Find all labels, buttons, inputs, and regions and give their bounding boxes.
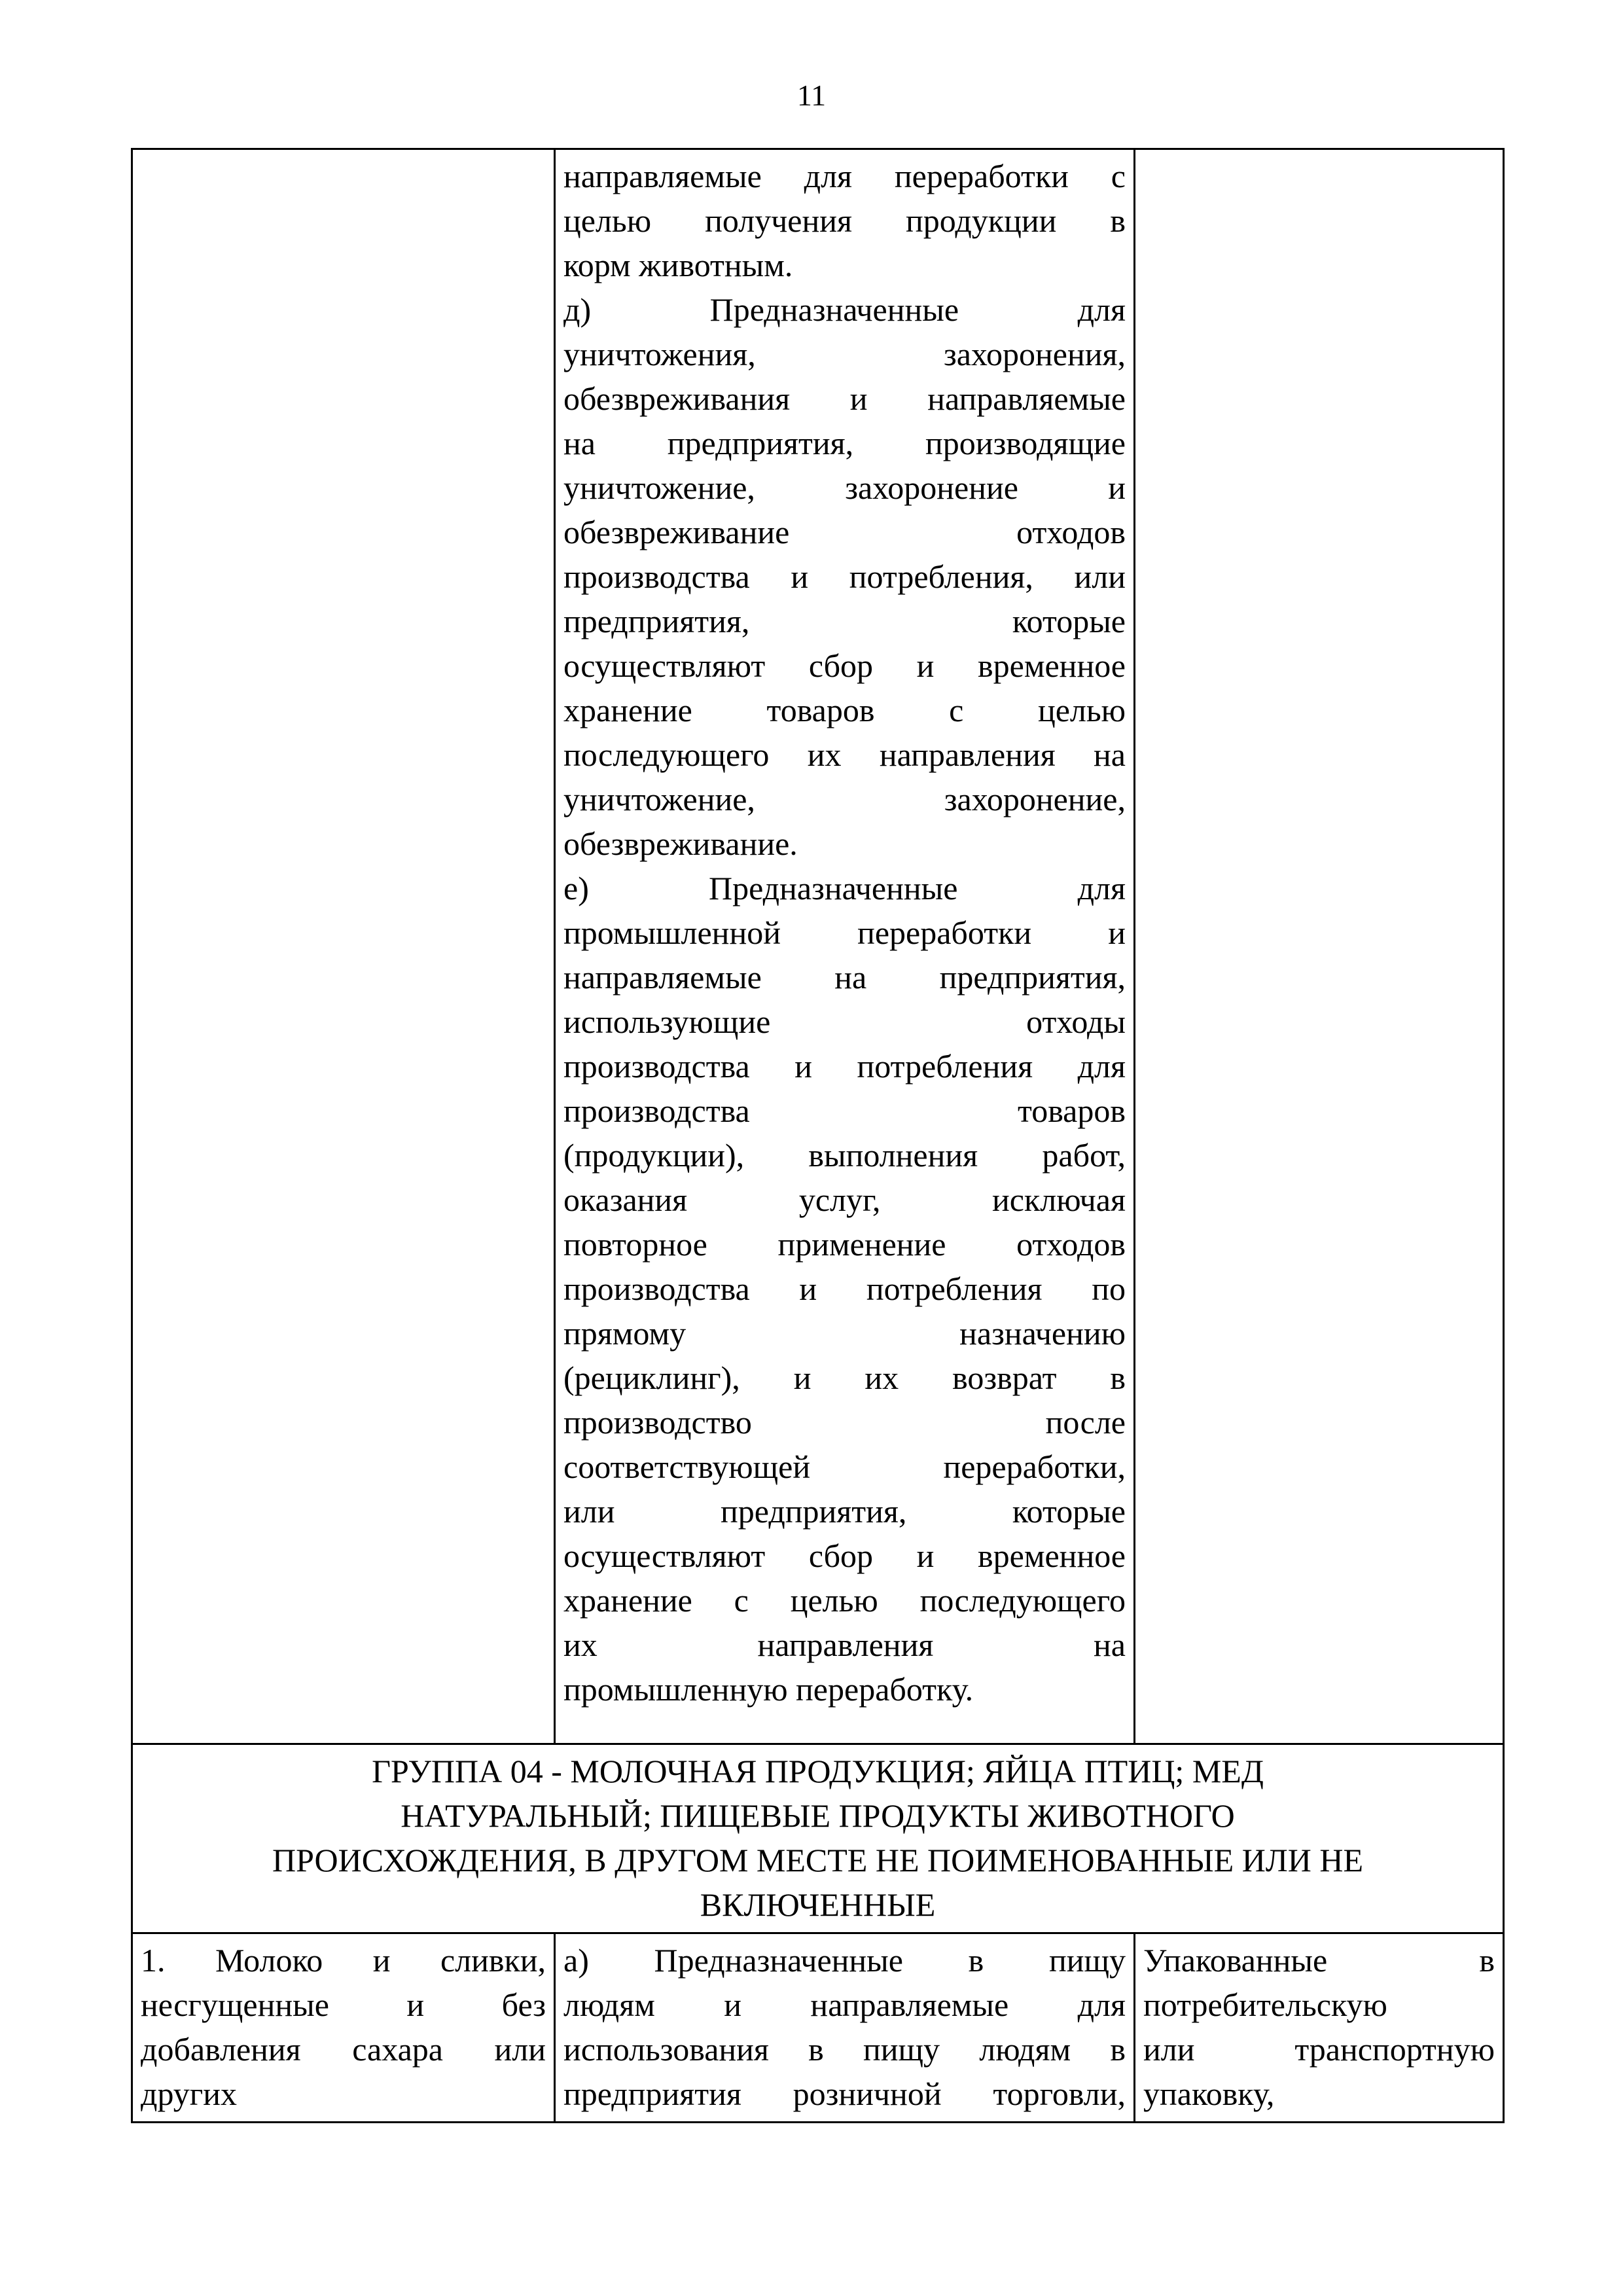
continuation-text-line: уничтожение, захоронение и xyxy=(563,469,1126,506)
continuation-text-line: производства и потребления по xyxy=(563,1270,1126,1307)
continuation-text-line: осуществляют сбор и временное xyxy=(563,647,1126,684)
row1-product-line: 1. Молоко и сливки, xyxy=(141,1942,546,1979)
row1-purpose-line: использования в пищу людям в xyxy=(563,2031,1126,2068)
table-row-item-1 xyxy=(132,1933,1504,2123)
document-table xyxy=(131,148,1505,2123)
row1-purpose-line: людям и направляемые для xyxy=(563,1986,1126,2023)
continuation-text-line: на предприятия, производящие xyxy=(563,425,1126,461)
row1-condition-line: или транспортную xyxy=(1143,2031,1495,2068)
continuation-text-line: уничтожение, захоронение, xyxy=(563,781,1126,817)
continuation-text-line: целью получения продукции в xyxy=(563,202,1126,239)
continuation-text-line: или предприятия, которые xyxy=(563,1493,1126,1530)
continuation-text-line: повторное применение отходов xyxy=(563,1226,1126,1263)
continuation-text-line: корм животным. xyxy=(563,247,793,283)
continuation-text-line: обезвреживания и направляемые xyxy=(563,380,1126,417)
group-header-cell xyxy=(132,1744,1504,1933)
continuation-text-line: производства и потребления для xyxy=(563,1048,1126,1085)
page-number: 11 xyxy=(796,79,827,112)
row1-col1-cell xyxy=(132,1933,555,2123)
continuation-text-line: обезвреживание. xyxy=(563,825,798,862)
continuation-text-line: д) Предназначенные для xyxy=(563,291,1126,328)
continuation-text-line: (рециклинг), и их возврат в xyxy=(563,1359,1126,1396)
group-header-line: НАТУРАЛЬНЫЙ; ПИЩЕВЫЕ ПРОДУКТЫ ЖИВОТНОГО xyxy=(401,1797,1235,1834)
continuation-text-line: производства товаров xyxy=(563,1092,1126,1129)
row1-purpose-line: предприятия розничной торговли, xyxy=(563,2075,1126,2112)
continuation-text-line: уничтожения, захоронения, xyxy=(563,336,1126,372)
row1-col3-cell xyxy=(1135,1933,1504,2123)
continuation-text-line: хранение с целью последующего xyxy=(563,1582,1126,1619)
row1-product-line: добавления сахара или xyxy=(141,2031,546,2068)
continuation-text-line: промышленную переработку. xyxy=(563,1671,974,1708)
group-header-line: ПРОИСХОЖДЕНИЯ, В ДРУГОМ МЕСТЕ НЕ ПОИМЕНОВАННЫЕ ИЛИ НЕ xyxy=(272,1842,1363,1878)
row1-condition-line: потребительскую xyxy=(1143,1986,1387,2023)
continuation-text-line: последующего их направления на xyxy=(563,736,1126,773)
continuation-col3-cell xyxy=(1135,149,1504,1744)
continuation-text-line: производство после xyxy=(563,1404,1126,1441)
table-row-continuation xyxy=(132,149,1504,1744)
continuation-text-line: производства и потребления, или xyxy=(563,558,1126,595)
continuation-text-line: направляемые на предприятия, xyxy=(563,959,1126,996)
continuation-col2-cell xyxy=(555,149,1135,1744)
continuation-text-line: хранение товаров с целью xyxy=(563,692,1126,728)
continuation-text-line: (продукции), выполнения работ, xyxy=(563,1137,1126,1174)
row1-condition-line: упаковку, xyxy=(1143,2075,1275,2112)
continuation-col1-cell xyxy=(132,149,555,1744)
table-row-group-header xyxy=(132,1744,1504,1933)
row1-purpose-line: а) Предназначенные в пищу xyxy=(563,1942,1126,1979)
row1-product-line: несгущенные и без xyxy=(141,1986,546,2023)
group-header-line: ВКЛЮЧЕННЫЕ xyxy=(700,1886,936,1923)
row1-condition-line: Упакованные в xyxy=(1143,1942,1495,1979)
continuation-text-line: направляемые для переработки с xyxy=(563,158,1126,194)
row1-product-line: других xyxy=(141,2075,238,2112)
row1-col2-cell xyxy=(555,1933,1135,2123)
continuation-text-line: прямому назначению xyxy=(563,1315,1126,1352)
continuation-text-line: использующие отходы xyxy=(563,1003,1126,1040)
continuation-text-line: обезвреживание отходов xyxy=(563,514,1126,550)
continuation-text-line: е) Предназначенные для xyxy=(563,870,1126,906)
continuation-text-line: промышленной переработки и xyxy=(563,914,1126,951)
continuation-text-line: осуществляют сбор и временное xyxy=(563,1537,1126,1574)
continuation-text-line: их направления на xyxy=(563,1626,1126,1663)
continuation-text-line: соответствующей переработки, xyxy=(563,1448,1126,1485)
continuation-text-line: оказания услуг, исключая xyxy=(563,1181,1126,1218)
continuation-text-line: предприятия, которые xyxy=(563,603,1126,639)
group-header-line: ГРУППА 04 - МОЛОЧНАЯ ПРОДУКЦИЯ; ЯЙЦА ПТИЦ; МЕД xyxy=(372,1753,1264,1789)
